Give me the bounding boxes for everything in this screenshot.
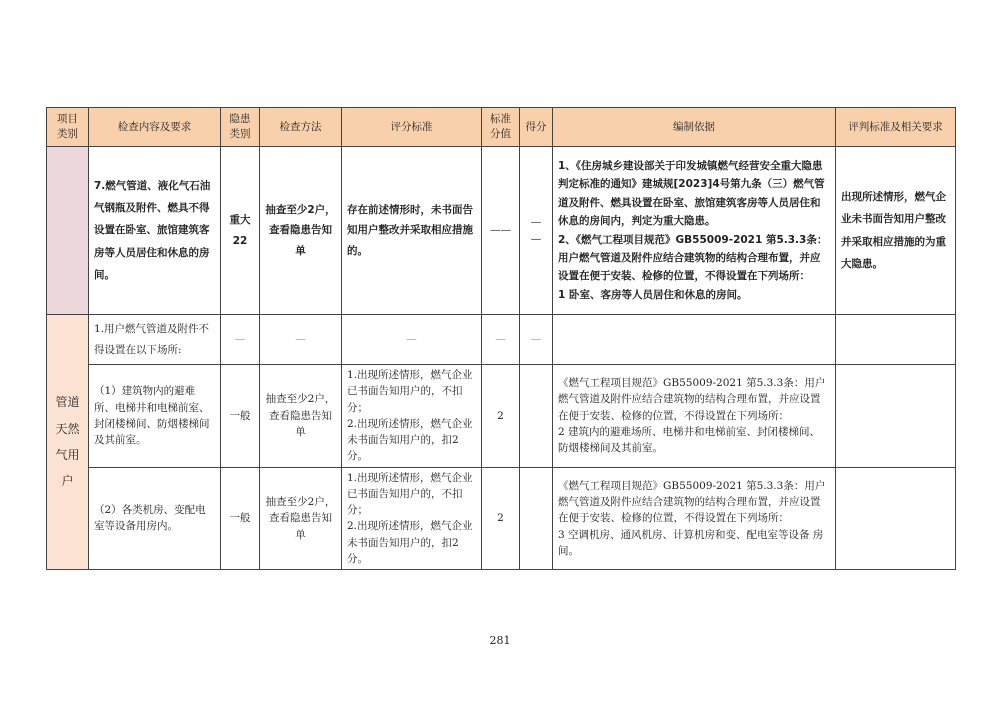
- hazard-cell: 一般: [221, 365, 260, 468]
- score-cell: [520, 467, 553, 570]
- col-header-method: 检查方法: [260, 108, 342, 147]
- col-header-content: 检查内容及要求: [89, 108, 221, 147]
- inspection-table: [46, 107, 956, 570]
- table-row: [47, 315, 956, 365]
- basis-cell: 1、《住房城乡建设部关于印发城镇燃气经营安全重大隐患判定标准的通知》建城规[2023]4号第九条（三）燃气管道及附件、燃具设置在卧室、旅馆建筑客房等人员居住和休息的房间内，判定为重大隐患。 2、《燃气工程项目规范》GB55009-2021 第5.3.3条：用户燃气管道及附件应结合建筑物的结构合理布置，并应设置在便于安装、检修的位置，不得设置在下列场所： 1 卧室、客房等人员居住和休息的房间。: [553, 147, 836, 315]
- method-cell: —: [260, 315, 342, 365]
- basis-cell: 《燃气工程项目规范》GB55009-2021 第5.3.3条：用户燃气管道及附件应结合建筑物的结构合理布置，并应设置在便于安装、检修的位置，不得设置在下列场所： 2 建筑内的避难场所、电梯井和电梯前室、封闭楼梯间、防烟楼梯间及其前室。: [553, 365, 836, 468]
- judgement-cell: [836, 315, 956, 365]
- table-row: [47, 147, 956, 315]
- scoring-cell: 1.出现所述情形，燃气企业已书面告知用户的，不扣分； 2.出现所述情形，燃气企业未书面告知用户的，扣2分。: [342, 365, 482, 468]
- col-header-basis: 编制依据: [553, 108, 836, 147]
- col-header-category: 项目类别: [47, 108, 89, 147]
- col-header-score: 得分: [520, 108, 553, 147]
- judgement-cell: [836, 467, 956, 570]
- header-row: [47, 108, 956, 147]
- scoring-cell: 存在前述情形时，未书面告知用户整改并采取相应措施的。: [342, 147, 482, 315]
- content-cell: 1.用户燃气管道及附件不得设置在以下场所:: [89, 315, 221, 365]
- content-cell: 7.燃气管道、液化气石油气钢瓶及附件、燃具不得设置在卧室、旅馆建筑客房等人员居住和休息的房间。: [89, 147, 221, 315]
- col-header-hazard: 隐患类别: [221, 108, 260, 147]
- content-cell: （2）各类机房、变配电室等设备用房内。: [89, 467, 221, 570]
- page-number: 281: [489, 634, 511, 647]
- hazard-cell: 一般: [221, 467, 260, 570]
- score-cell: — —: [520, 147, 553, 315]
- score-cell: —: [520, 315, 553, 365]
- judgement-cell: [836, 365, 956, 468]
- scoring-cell: —: [342, 315, 482, 365]
- scoring-cell: 1.出现所述情形，燃气企业已书面告知用户的，不扣分； 2.出现所述情形，燃气企业未书面告知用户的，扣2分。: [342, 467, 482, 570]
- col-header-judgement: 评判标准及相关要求: [836, 108, 956, 147]
- score-value-cell: —: [482, 315, 520, 365]
- score-cell: [520, 365, 553, 468]
- col-header-score-value: 标准分值: [482, 108, 520, 147]
- hazard-cell: —: [221, 315, 260, 365]
- basis-cell: [553, 315, 836, 365]
- method-cell: 抽查至少2户，查看隐患告知单: [260, 365, 342, 468]
- hazard-cell: 重大 22: [221, 147, 260, 315]
- category-cell: 管道天然气用户: [47, 315, 89, 570]
- category-cell: [47, 147, 89, 315]
- basis-cell: 《燃气工程项目规范》GB55009-2021 第5.3.3条：用户燃气管道及附件应结合建筑物的结构合理布置，并应设置在便于安装、检修的位置，不得设置在下列场所： 3 空调机房、通风机房、计算机房和变、配电室等设备 房间。: [553, 467, 836, 570]
- col-header-scoring: 评分标准: [342, 108, 482, 147]
- score-value-cell: ——: [482, 147, 520, 315]
- table-row: [47, 365, 956, 468]
- score-value-cell: 2: [482, 365, 520, 468]
- method-cell: 抽查至少2户，查看隐患告知单: [260, 147, 342, 315]
- table-row: [47, 467, 956, 570]
- score-value-cell: 2: [482, 467, 520, 570]
- judgement-cell: 出现所述情形，燃气企业未书面告知用户整改并采取相应措施的为重大隐患。: [836, 147, 956, 315]
- method-cell: 抽查至少2户，查看隐患告知单: [260, 467, 342, 570]
- content-cell: （1）建筑物内的避难所、电梯井和电梯前室、封闭楼梯间、防烟楼梯间及其前室。: [89, 365, 221, 468]
